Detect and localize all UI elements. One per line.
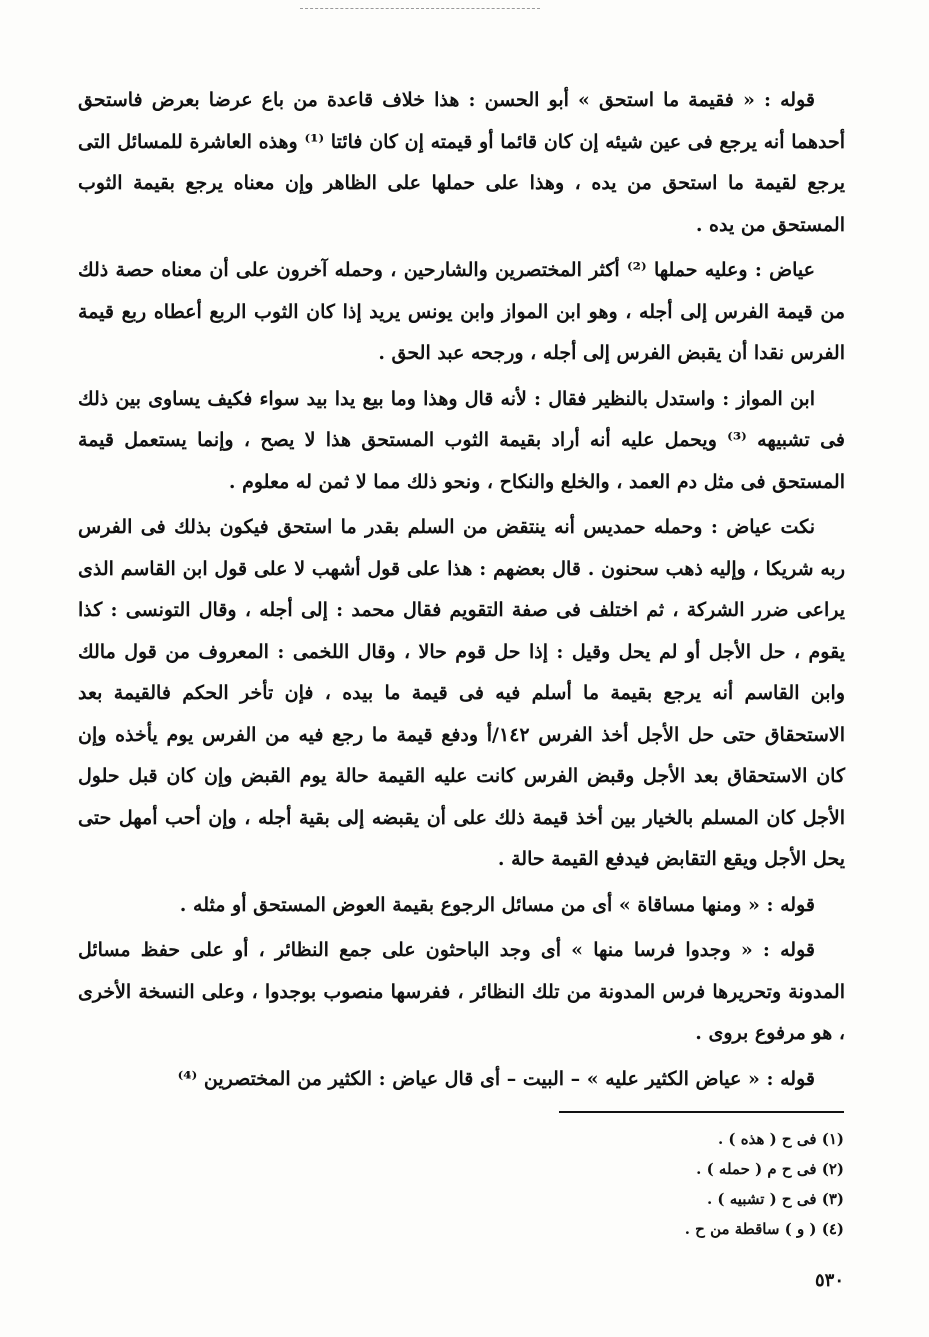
footnotes: [444, 1124, 844, 1244]
paragraph-text: قوله : « عياض الكثير عليه » – البيت – أى قال عياض : الكثير من المختصرين ⁽⁴⁾: [177, 1067, 815, 1090]
paragraph-2: [78, 250, 845, 375]
footnote-1: (١) فى ح ( هذه ) .: [717, 1130, 844, 1148]
footnote-separator: [559, 1111, 844, 1113]
paragraph-text: قوله : « وجدوا فرسا منها » أى وجد الباحثون على جمع النظائر ، أو على حفظ مسائل المدونة وتحريرها فرس المدونة من تلك النظائر ، ففرسها منصوب بوجدوا ، وعلى النسخة الأخرى ، هو مرفوع بروى .: [78, 939, 845, 1044]
paragraph-6: [78, 930, 845, 1055]
paragraph-7: [78, 1059, 845, 1101]
paragraph-4: [78, 507, 845, 881]
paragraph-3: [78, 379, 845, 504]
paragraph-text: عياض : وعليه حملها ⁽²⁾ أكثر المختصرين والشارحين ، وحمله آخرون على أن معناه حصة ذلك من قيمة الفرس إلى أجله ، وهو ابن المواز وابن يونس يريد إذا كان الثوب الربع أعطاه ربع قيمة الفرس نقدا أن يقبض الفرس إلى أجله ، ورجحه عبد الحق .: [78, 259, 845, 364]
top-edge-rule: [300, 8, 540, 9]
main-text: [78, 80, 845, 1104]
paragraph-text: قوله : « فقيمة ما استحق » أبو الحسن : هذا خلاف قاعدة من باع عرضا بعرض فاستحق أحدهما أنه يرجع فى عين شيئه إن كان قائما أو قيمته إن كان فائتا ⁽¹⁾ وهذه العاشرة للمسائل التى يرجع لقيمة ما استحق من يده ، وهذا على حملها على الظاهر وإن معناه يرجع بقيمة الثوب المستحق من يده .: [78, 89, 845, 236]
paragraph-text: نكت عياض : وحمله حمديس أنه ينتقض من السلم بقدر ما استحق فيكون بذلك فى الفرس ربه شريكا ، وإليه ذهب سحنون . قال بعضهم : هذا على قول أشهب لا على قول ابن القاسم الذى يراعى ضرر الشركة ، ثم اختلف فى صفة التقويم فقال محمد : إلى أجله ، وقال التونسى : كذا يقوم ، حل الأجل أو لم يحل وقيل : إذا حل قوم حالا ، وقال اللخمى : المعروف من قول مالك وابن القاسم أنه يرجع بقيمة ما أسلم فيه فى قيمة ما بيده ، فإن تأخر الحكم فالقيمة بعد الاستحقاق حتى حل الأجل أخذ الفرس ١٤٢/أ ودفع قيمة ما رجع فيه من الفرس يوم يأخذه وإن كان الاستحقاق بعد الأجل وقبض الفرس كانت عليه القيمة حالة يوم القبض وإن كان قبل حلول الأجل كان المسلم بالخيار بين أخذ قيمة ذلك على أن يقبضه إلى بقية أجله ، وإن أحب أمهل حتى يحل الأجل ويقع التقابض فيدفع القيمة حالة .: [78, 516, 845, 870]
paragraph-text: قوله : « ومنها مساقاة » أى من مسائل الرجوع بقيمة العوض المستحق أو مثله .: [179, 893, 815, 916]
footnote-4: (٤) ( و ) ساقطة من ح .: [684, 1220, 844, 1238]
paragraph-5: [78, 885, 845, 927]
footnote-3: (٣) فى ح ( تشبيه ) .: [706, 1190, 844, 1208]
paragraph-text: ابن المواز : واستدل بالنظير فقال : لأنه قال وهذا وما بيع يدا بيد سواء فكيف يساوى بين ذلك فى تشبيهه ⁽³⁾ ويحمل عليه أنه أراد بقيمة الثوب المستحق هذا لا يصح ، وإنما يستعمل قيمة المستحق فى مثل دم العمد ، والخلع والنكاح ، ونحو ذلك مما لا ثمن له معلوم .: [78, 387, 845, 493]
page-number: ٥٣٠: [814, 1270, 844, 1291]
footnote-2: (٢) فى ح م ( حمله ) .: [696, 1160, 844, 1178]
paragraph-1: [78, 80, 845, 246]
